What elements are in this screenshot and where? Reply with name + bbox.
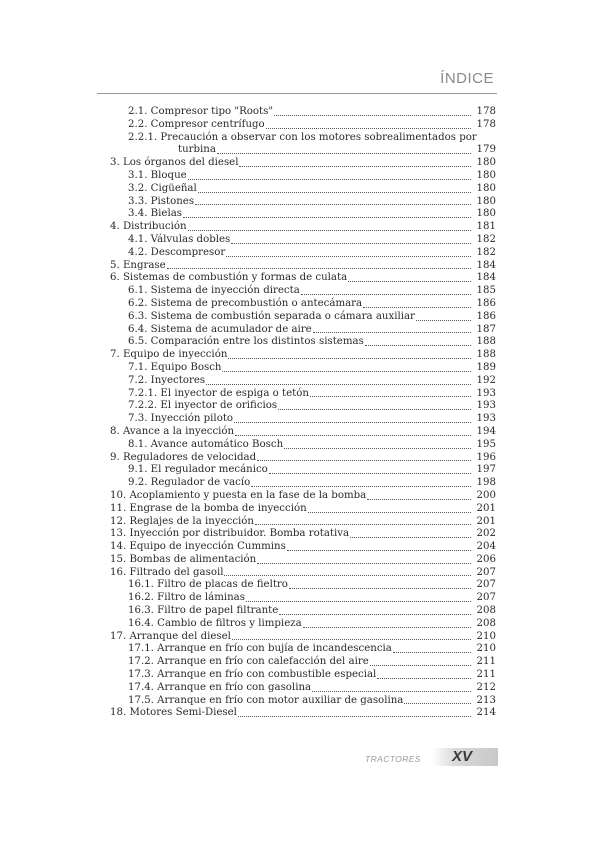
- toc-entry-page: 193: [476, 400, 496, 412]
- toc-entry-page: 207: [476, 592, 496, 604]
- toc-entry-label: 3. Los órganos del diesel: [110, 157, 239, 169]
- toc-entry-page: 180: [476, 208, 496, 220]
- toc-entry-page: 179: [476, 144, 496, 156]
- toc-entry-label: 15. Bombas de alimentación: [110, 553, 257, 565]
- toc-entry: [110, 247, 496, 260]
- toc-leader-dots: [188, 179, 471, 180]
- toc-entry: [110, 567, 496, 580]
- toc-leader-dots: [269, 473, 471, 474]
- toc-entry-label: 17.2. Arranque en frío con calefacción del aire: [128, 656, 369, 668]
- toc-entry-page: 181: [476, 221, 496, 233]
- toc-entry-page: 210: [476, 643, 496, 655]
- toc-entry-page: 184: [476, 272, 496, 284]
- toc-entry: [110, 183, 496, 196]
- toc-entry: [110, 336, 496, 349]
- toc-entry-label: 16. Filtrado del gasoil: [110, 566, 224, 578]
- toc-entry-page: 208: [476, 605, 496, 617]
- toc-entry: [110, 221, 496, 234]
- toc-entry-page: 180: [476, 169, 496, 181]
- toc-entry-label: 17.4. Arranque en frío con gasolina: [128, 681, 312, 693]
- toc-entry-page: 185: [476, 285, 496, 297]
- toc-entry: [110, 618, 496, 631]
- toc-entry: [110, 656, 496, 669]
- toc-entry: [110, 631, 496, 644]
- toc-leader-dots: [303, 627, 471, 628]
- toc-entry: [110, 349, 496, 362]
- toc-entry-page: 214: [476, 707, 496, 719]
- toc-leader-dots: [416, 320, 471, 321]
- toc-leader-dots: [246, 601, 471, 602]
- toc-leader-dots: [278, 409, 471, 410]
- toc-leader-dots: [206, 384, 471, 385]
- toc-entry-label: 9. Reguladores de velocidad: [110, 451, 257, 463]
- toc-entry: [110, 362, 496, 375]
- toc-entry: [110, 426, 496, 439]
- toc-entry: [110, 490, 496, 503]
- toc-leader-dots: [235, 435, 471, 436]
- toc-entry: [110, 503, 496, 516]
- toc-leader-dots: [238, 716, 471, 717]
- toc-entry: [110, 477, 496, 490]
- toc-leader-dots: [222, 371, 471, 372]
- toc-entry: [110, 298, 496, 311]
- toc-entry-label: 7.3. Inyección piloto: [128, 413, 234, 425]
- toc-entry-label: 8.1. Avance automático Bosch: [128, 438, 284, 450]
- toc-leader-dots: [234, 422, 471, 423]
- toc-entry-label: 17.1. Arranque en frío con bujía de incandescencia: [128, 643, 392, 655]
- toc-entry-label: 7.2.2. El inyector de orificios: [128, 400, 278, 412]
- table-of-contents: [110, 106, 496, 720]
- toc-entry-label: turbina: [178, 144, 216, 156]
- toc-entry-page: 180: [476, 157, 496, 169]
- toc-entry: [110, 324, 496, 337]
- toc-entry: [110, 400, 496, 413]
- toc-leader-dots: [289, 588, 471, 589]
- toc-entry-label: 7. Equipo de inyección: [110, 349, 228, 361]
- toc-entry: [110, 260, 496, 273]
- toc-entry-page: 212: [476, 681, 496, 693]
- toc-entry: [110, 106, 496, 119]
- toc-leader-dots: [287, 550, 471, 551]
- toc-entry: [110, 119, 496, 132]
- toc-entry-page: 208: [476, 617, 496, 629]
- toc-entry-page: 186: [476, 310, 496, 322]
- toc-entry: [110, 592, 496, 605]
- toc-leader-dots: [301, 294, 471, 295]
- toc-entry-label: 7.2. Inyectores: [128, 374, 206, 386]
- toc-entry-page: 187: [476, 323, 496, 335]
- toc-leader-dots: [310, 396, 471, 397]
- toc-entry-page: 192: [476, 374, 496, 386]
- toc-entry-label: 12. Reglajes de la inyección: [110, 515, 254, 527]
- toc-leader-dots: [350, 537, 471, 538]
- toc-entry-label: 9.1. El regulador mecánico: [128, 464, 268, 476]
- toc-entry: [110, 170, 496, 183]
- toc-entry: [110, 707, 496, 720]
- toc-leader-dots: [257, 460, 471, 461]
- toc-entry-label: 13. Inyección por distribuidor. Bomba rotativa: [110, 528, 350, 540]
- toc-leader-dots: [308, 512, 471, 513]
- toc-entry: [110, 643, 496, 656]
- toc-entry: [110, 311, 496, 324]
- toc-entry-label: 16.2. Filtro de láminas: [128, 592, 245, 604]
- toc-entry-label: 6.4. Sistema de acumulador de aire: [128, 323, 312, 335]
- toc-entry-page: 193: [476, 387, 496, 399]
- toc-entry: [110, 375, 496, 388]
- toc-entry-page: 204: [476, 541, 496, 553]
- toc-entry-page: 180: [476, 195, 496, 207]
- toc-leader-dots: [365, 345, 471, 346]
- footer-page-number: XV: [452, 748, 473, 765]
- toc-entry: [110, 528, 496, 541]
- toc-leader-dots: [348, 281, 471, 282]
- toc-entry-page: 202: [476, 528, 496, 540]
- toc-entry-label: 7.1. Equipo Bosch: [128, 361, 222, 373]
- toc-leader-dots: [239, 166, 471, 167]
- toc-entry-label: 6.1. Sistema de inyección directa: [128, 285, 300, 297]
- toc-entry-label: 16.4. Cambio de filtros y limpieza: [128, 617, 302, 629]
- page-header-title: ÍNDICE: [440, 70, 494, 87]
- toc-entry-page: 201: [476, 515, 496, 527]
- toc-entry: [110, 554, 496, 567]
- toc-leader-dots: [232, 639, 471, 640]
- toc-entry-label: 2.1. Compresor tipo "Roots": [128, 106, 274, 117]
- toc-leader-dots: [279, 614, 471, 615]
- toc-entry-label: 6. Sistemas de combustión y formas de culata: [110, 272, 348, 284]
- toc-entry-label: 3.1. Bloque: [128, 169, 187, 181]
- toc-leader-dots: [266, 128, 471, 129]
- toc-entry: [110, 272, 496, 285]
- toc-entry-label: 4.2. Descompresor: [128, 246, 226, 258]
- toc-leader-dots: [363, 307, 471, 308]
- toc-entry-label: 9.2. Regulador de vacío: [128, 477, 251, 489]
- toc-entry-page: 188: [476, 336, 496, 348]
- toc-entry-label: 7.2.1. El inyector de espiga o tetón: [128, 387, 309, 399]
- toc-entry-label: 3.3. Pistones: [128, 195, 195, 207]
- toc-leader-dots: [367, 499, 471, 500]
- toc-entry-page: 182: [476, 246, 496, 258]
- toc-entry-page: 194: [476, 425, 496, 437]
- toc-leader-dots: [313, 332, 471, 333]
- toc-entry: [110, 579, 496, 592]
- toc-entry: [110, 196, 496, 209]
- toc-entry: [110, 144, 496, 157]
- toc-leader-dots: [257, 563, 471, 564]
- toc-entry-label: 6.3. Sistema de combustión separada o cámara auxiliar: [128, 310, 415, 322]
- toc-entry-label: 17.3. Arranque en frío con combustible especial: [128, 669, 377, 681]
- toc-leader-dots: [195, 204, 471, 205]
- toc-entry: [110, 439, 496, 452]
- toc-entry-page: 206: [476, 553, 496, 565]
- toc-entry-label: 2.2. Compresor centrífugo: [128, 118, 265, 130]
- toc-entry-page: 211: [476, 669, 496, 681]
- toc-leader-dots: [217, 153, 471, 154]
- toc-entry: [110, 157, 496, 170]
- toc-entry-label: 8. Avance a la inyección: [110, 425, 235, 437]
- toc-leader-dots: [231, 243, 471, 244]
- toc-leader-dots: [226, 256, 471, 257]
- toc-entry-page: 189: [476, 361, 496, 373]
- toc-entry: [110, 132, 496, 145]
- toc-leader-dots: [228, 358, 471, 359]
- toc-leader-dots: [393, 652, 471, 653]
- toc-leader-dots: [370, 665, 471, 666]
- toc-leader-dots: [404, 703, 471, 704]
- toc-entry: [110, 388, 496, 401]
- toc-entry-page: 207: [476, 579, 496, 591]
- toc-leader-dots: [274, 115, 471, 116]
- toc-entry-page: 195: [476, 438, 496, 450]
- toc-leader-dots: [284, 448, 471, 449]
- toc-entry-page: 211: [476, 656, 496, 668]
- toc-entry-label: 16.1. Filtro de placas de fieltro: [128, 579, 288, 591]
- toc-leader-dots: [198, 192, 471, 193]
- toc-entry-label: 4.1. Válvulas dobles: [128, 233, 231, 245]
- toc-leader-dots: [251, 486, 471, 487]
- header-divider: [97, 93, 497, 94]
- footer-book-title: TRACTORES: [365, 754, 421, 764]
- toc-entry: [110, 669, 496, 682]
- toc-leader-dots: [183, 217, 471, 218]
- toc-entry-label: 4. Distribución: [110, 221, 187, 233]
- toc-leader-dots: [224, 575, 471, 576]
- toc-entry-page: 184: [476, 259, 496, 271]
- toc-entry-label: 6.5. Comparación entre los distintos sistemas: [128, 336, 364, 348]
- toc-entry: [110, 516, 496, 529]
- toc-entry-label: 6.2. Sistema de precombustión o antecámara: [128, 297, 363, 309]
- toc-leader-dots: [188, 230, 471, 231]
- toc-entry-label: 5. Engrase: [110, 259, 166, 271]
- toc-entry-label: 17.5. Arranque en frío con motor auxiliar de gasolina: [128, 694, 404, 706]
- toc-entry-page: 178: [476, 106, 496, 117]
- toc-entry-label: 17. Arranque del diesel: [110, 630, 231, 642]
- toc-entry: [110, 695, 496, 708]
- toc-entry-page: 182: [476, 233, 496, 245]
- toc-entry: [110, 285, 496, 298]
- toc-entry-label: 16.3. Filtro de papel filtrante: [128, 605, 279, 617]
- toc-entry-label: 3.4. Bielas: [128, 208, 183, 220]
- toc-leader-dots: [255, 524, 471, 525]
- toc-entry-label: 11. Engrase de la bomba de inyección: [110, 502, 307, 514]
- toc-entry-page: 201: [476, 502, 496, 514]
- toc-entry: [110, 682, 496, 695]
- toc-entry-page: 207: [476, 566, 496, 578]
- toc-entry: [110, 413, 496, 426]
- toc-entry-page: 198: [476, 477, 496, 489]
- toc-entry-label: 2.2.1. Precaución a observar con los motores sobrealimentados por: [128, 131, 477, 143]
- toc-entry-page: 196: [476, 451, 496, 463]
- toc-entry: [110, 208, 496, 221]
- toc-entry-page: 193: [476, 413, 496, 425]
- toc-entry-label: 10. Acoplamiento y puesta en la fase de la bomba: [110, 489, 367, 501]
- toc-leader-dots: [377, 678, 471, 679]
- toc-entry-page: 178: [476, 118, 496, 130]
- toc-entry-page: 186: [476, 297, 496, 309]
- toc-entry: [110, 541, 496, 554]
- toc-leader-dots: [167, 268, 471, 269]
- toc-entry-page: 213: [476, 694, 496, 706]
- toc-entry: [110, 234, 496, 247]
- toc-entry-label: 14. Equipo de inyección Cummins: [110, 541, 286, 553]
- toc-entry: [110, 452, 496, 465]
- toc-entry-page: 200: [476, 489, 496, 501]
- toc-entry: [110, 605, 496, 618]
- toc-entry-page: 188: [476, 349, 496, 361]
- toc-entry-label: 18. Motores Semi-Diesel: [110, 707, 237, 719]
- toc-entry-page: 180: [476, 182, 496, 194]
- toc-entry-label: 3.2. Cigüeñal: [128, 182, 197, 194]
- toc-entry-page: 197: [476, 464, 496, 476]
- toc-entry: [110, 464, 496, 477]
- toc-entry-page: 210: [476, 630, 496, 642]
- toc-leader-dots: [312, 691, 471, 692]
